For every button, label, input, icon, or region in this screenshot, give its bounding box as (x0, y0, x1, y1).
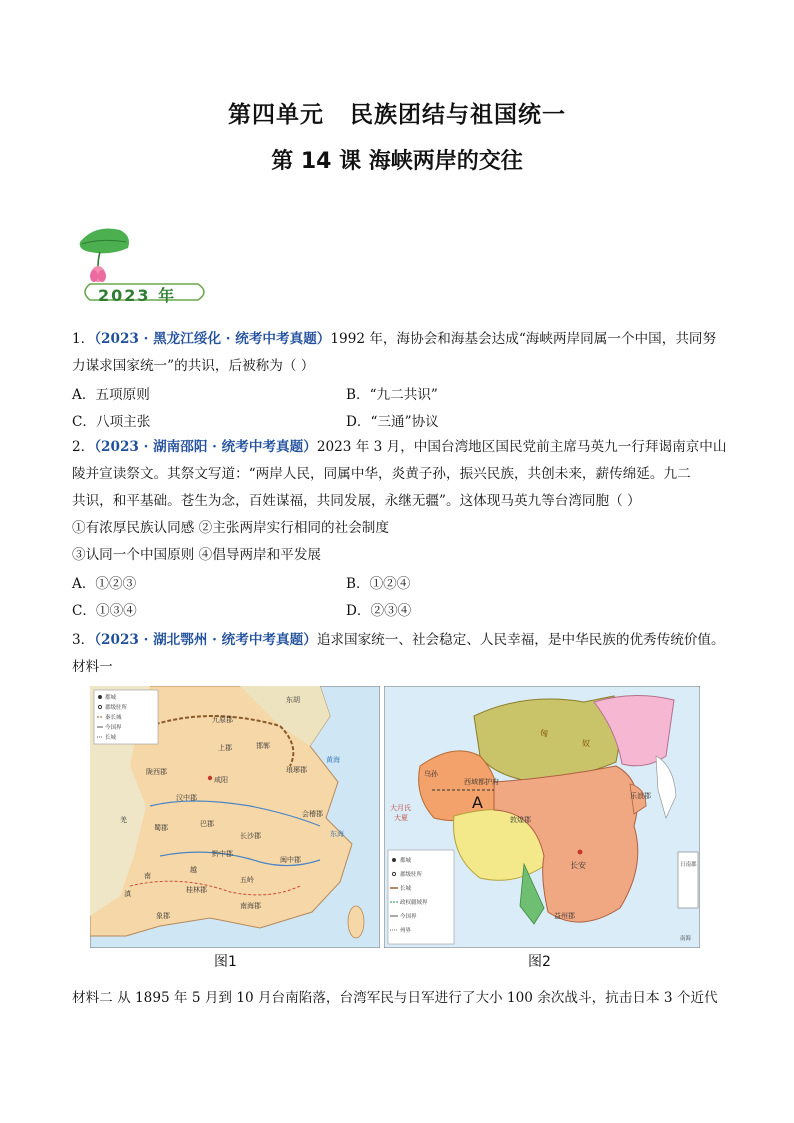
map1-label-minzhong: 闽中郡 (280, 856, 301, 864)
map2-label-changan: 长安 (570, 861, 586, 870)
map1-label-shu: 蜀郡 (154, 824, 168, 832)
q3-material2: 材料二 从 1895 年 5 月到 10 月台南陷落，台湾军民与日军进行了大小 100 余次战斗，抗击日本 3 个近代 (72, 990, 718, 1006)
map2-legend-4: 政权疆域界 (400, 900, 428, 906)
q2-items-line1: ①有浓厚民族认同感 ②主张两岸实行相同的社会制度 (72, 520, 389, 536)
q2-option-b[interactable]: B．①②④ (346, 576, 411, 592)
map1-label-handan: 邯郸 (256, 742, 270, 750)
map2-label-nanhai: 南海 (680, 936, 692, 942)
q2-option-c[interactable]: C．①③④ (72, 603, 137, 619)
map2-label-dunhuang: 敦煌郡 (510, 816, 531, 824)
map2-label-dayuezhi: 大月氏 (390, 804, 411, 812)
q2-source: （2023 · 湖南邵阳 · 统考中考真题） (94, 439, 317, 455)
map1-legend-4: 今国界 (105, 725, 122, 731)
q2-line2: 陵并宣读祭文。其祭文写道：“两岸人民，同属中华，炎黄子孙，振兴民族，共创未来，薪传绵延。九二 (72, 466, 691, 482)
lesson-title: 第 14 课 海峡两岸的交往 (271, 149, 523, 174)
map1-label-nan: 南 (144, 872, 151, 880)
map1-legend-2: 郡级驻所 (105, 705, 128, 711)
map1-label-hanzhong: 汉中郡 (176, 794, 197, 802)
q1-option-d[interactable]: D．“三通”协议 (346, 414, 439, 430)
map2-label-wusun: 乌孙 (424, 770, 438, 778)
map1-label-huanghai: 黄海 (326, 756, 340, 764)
q3-source: （2023 · 湖北鄂州 · 统考中考真题） (94, 632, 317, 648)
q2-items-line2: ③认同一个中国原则 ④倡导两岸和平发展 (72, 547, 322, 563)
map-western-han (384, 686, 700, 948)
map1-label-qianzhong: 黔中郡 (212, 850, 233, 858)
map2-marker-a: A (472, 793, 483, 812)
map2-label-nu: 奴 (582, 739, 590, 748)
map1-label-dian: 滇 (124, 890, 131, 898)
q2-line3: 共识，和平基础。苍生为念，百姓谋福，共同发展，永继无疆”。这体现马英九等台湾同胞（ ） (72, 493, 641, 509)
q2-line1: 2．（2023 · 湖南邵阳 · 统考中考真题）2023 年 3 月，中国台湾地区国民党前主席马英九一行拜谒南京中山 (72, 439, 727, 455)
map1-label-ba: 巴郡 (200, 820, 214, 828)
map2-label-xiong: 匈 (540, 729, 548, 738)
map1-label-nanhai: 南海郡 (240, 902, 261, 910)
map2-label-lelang: 乐浪郡 (630, 792, 651, 800)
map1-legend-3: 秦长城 (105, 715, 122, 721)
q2-option-d[interactable]: D．②③④ (346, 603, 412, 619)
map1-label-changsha: 长沙郡 (240, 832, 261, 840)
unit-title (0, 96, 794, 129)
map1-label-xiang: 象郡 (156, 912, 170, 920)
map1-label-langya: 琅琊郡 (286, 766, 307, 774)
q1-line2: 力谋求国家统一”的共识，后被称为（ ） (72, 358, 315, 374)
map1-legend-5: 长城 (105, 735, 117, 741)
map1-label-donghai: 东海 (330, 830, 344, 838)
map1-label-yue: 越 (190, 866, 197, 874)
unit-name: 民族团结与祖国统一 (350, 102, 566, 128)
map1-label-wuling: 五岭 (240, 876, 254, 884)
map1-label-jiuyuan: 九原郡 (212, 716, 233, 724)
map1-label-donghu: 东胡 (286, 696, 300, 704)
q1-option-a[interactable]: A．五项原则 (72, 387, 150, 403)
map1-label-guilin: 桂林郡 (186, 886, 207, 894)
map2-legend-5: 今国界 (400, 914, 417, 920)
map2-legend-1: 都城 (400, 858, 412, 864)
q3-material1-label: 材料一 (72, 659, 113, 675)
q2-option-a[interactable]: A．①②③ (72, 576, 137, 592)
map1-label-qiang: 羌 (120, 816, 127, 824)
unit-number: 第四单元 (228, 102, 324, 128)
q1-option-c[interactable]: C．八项主张 (72, 414, 151, 430)
map2-label-yizhou: 益州郡 (554, 912, 575, 920)
map1-label-shangjun: 上郡 (218, 744, 232, 752)
figure-1-caption: 图1 (214, 954, 237, 970)
map1-legend-1: 都城 (105, 695, 117, 701)
map2-label-rinan: 日南郡 (680, 862, 697, 868)
maps-figure (90, 686, 700, 948)
map2-legend-3: 长城 (400, 886, 412, 892)
map1-label-longxi: 陇西郡 (146, 768, 167, 776)
q1-option-b[interactable]: B．“九二共识” (346, 387, 438, 403)
map2-label-duhufu: 西域都护府 (464, 778, 499, 786)
year-badge-label: 2023 年 (98, 286, 177, 305)
figure-2-caption: 图2 (528, 954, 551, 970)
map2-legend-6: 州界 (400, 928, 412, 934)
map2-legend-2: 郡级驻所 (400, 872, 423, 878)
q3-line1: 3．（2023 · 湖北鄂州 · 统考中考真题）追求国家统一、社会稳定、人民幸福，是中华民族的优秀传统价值。 (72, 632, 725, 648)
q1-source: （2023 · 黑龙江绥化 · 统考中考真题） (94, 331, 331, 347)
map1-label-xianyang: 咸阳 (214, 776, 228, 784)
q1-line1: 1．（2023 · 黑龙江绥化 · 统考中考真题）1992 年，海协会和海基会达成“海峡两岸同属一个中国，共同努 (72, 331, 717, 347)
map2-label-daxia: 大夏 (394, 814, 408, 822)
map-qin-dynasty (90, 686, 380, 948)
map1-label-kuaiji: 会稽郡 (302, 810, 323, 818)
